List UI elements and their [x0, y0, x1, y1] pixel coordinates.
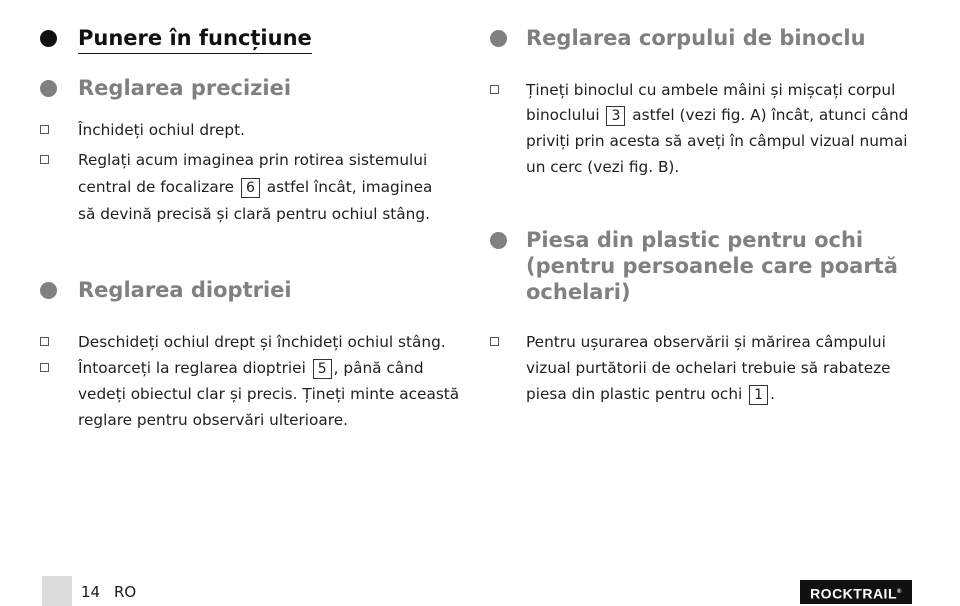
checkbox-bullet-icon: [490, 337, 499, 346]
checkbox-bullet-icon: [490, 85, 499, 94]
section-bullet-icon: [40, 80, 57, 97]
brand-logo: ROCKTRAIL®: [800, 580, 912, 604]
part-reference: 3: [606, 106, 625, 126]
page-tab-marker: [42, 576, 72, 606]
section-heading-body-adjust: Reglarea corpului de binoclu: [526, 26, 866, 50]
section-bullet-icon: [40, 282, 57, 299]
checkbox-bullet-icon: [40, 125, 49, 134]
checkbox-bullet-icon: [40, 155, 49, 164]
section-heading-precision: Reglarea preciziei: [78, 76, 292, 100]
section-bullet-icon: [490, 30, 507, 47]
part-reference: 1: [749, 385, 768, 405]
section-heading-eyecup: Piesa din plastic pentru ochi (pentru persoanele care poartă ochelari): [526, 228, 898, 304]
language-code: RO: [114, 583, 137, 601]
page-number: 14: [81, 583, 101, 601]
section-heading-dioptre: Reglarea dioptriei: [78, 278, 292, 302]
part-reference: 5: [313, 359, 332, 379]
checkbox-bullet-icon: [40, 337, 49, 346]
main-heading: Punere în funcțiune: [78, 25, 312, 51]
part-reference: 6: [241, 178, 260, 198]
main-heading-bullet-icon: [40, 30, 57, 47]
section-bullet-icon: [490, 232, 507, 249]
checkbox-bullet-icon: [40, 363, 49, 372]
